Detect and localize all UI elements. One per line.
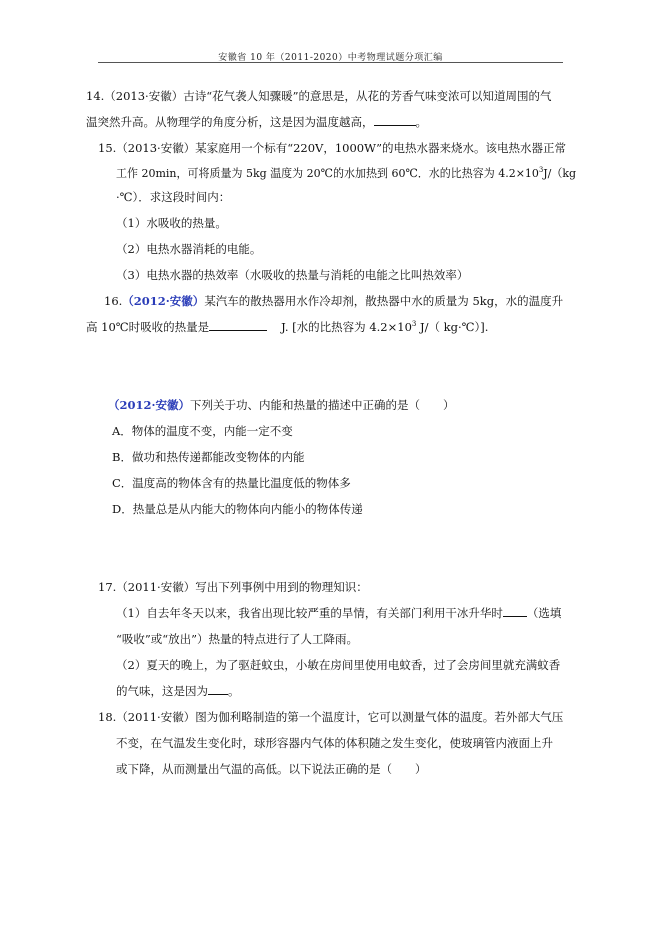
q17-sub-2b-end: 。 xyxy=(228,684,240,698)
q17-line-1: 17.（2011·安徽）写出下列事例中用到的物理知识： xyxy=(98,580,368,594)
q15-line-1: 15.（2013·安徽）某家庭用一个标有“220V，1000W”的电热水器来烧水。该电热水器正常 xyxy=(98,141,567,155)
q18-line-1: 18.（2011·安徽）图为伽利略制造的第一个温度计，它可以测量气体的温度。若外部大气压 xyxy=(98,710,564,724)
q14-line-1: 14.（2013·安徽）古诗“花气袭人知骤暖”的意思是，从花的芳香气味变浓可以知道周围的气 xyxy=(86,89,552,103)
q16-line-2 xyxy=(86,320,488,334)
mc-option-c: C．温度高的物体含有的热量比温度低的物体多 xyxy=(112,476,351,490)
q17-sub-1a-end: （选填 xyxy=(526,606,562,620)
q16-line-1 xyxy=(104,294,563,308)
q14-line-2-end: 。 xyxy=(415,115,427,129)
q16-line-1-text: 某汽车的散热器用水作冷却剂，散热器中水的质量为 5kg，水的温度升 xyxy=(204,294,564,308)
q14-answer-blank[interactable] xyxy=(374,115,416,126)
q17-sub-1a xyxy=(116,606,561,620)
header-divider xyxy=(98,62,563,63)
q15-line-2-text: 工作 20min，可将质量为 5kg 温度为 20℃的水加热到 60℃．水的比热容为 4.2×10 xyxy=(116,166,539,180)
q15-exponent: 3 xyxy=(538,166,544,175)
q17-answer-blank-2[interactable] xyxy=(208,684,228,695)
q15-line-3: ·℃）．求这段时间内： xyxy=(116,190,231,204)
mc-option-b: B．做功和热传递都能改变物体的内能 xyxy=(112,450,305,464)
q16-number: 16. xyxy=(104,294,123,308)
q16-line-2-end: J/（ kg·℃）]. xyxy=(416,320,489,334)
q16-exponent: 3 xyxy=(411,320,417,329)
mc-option-d: D．热量总是从内能大的物体向内能小的物体传递 xyxy=(112,502,363,516)
q15-sub-1: （1）水吸收的热量。 xyxy=(116,216,227,230)
q15-sub-3: （3）电热水器的热效率（水吸收的热量与消耗的电能之比叫热效率） xyxy=(116,268,469,282)
page-header: 安徽省 10 年（2011-2020）中考物理试题分项汇编 xyxy=(218,53,443,63)
q17-sub-1b: “吸收”或“放出”）热量的特点进行了人工降雨。 xyxy=(116,632,359,646)
q17-sub-2b-text: 的气味，这是因为 xyxy=(116,684,208,698)
mc-question-stem xyxy=(108,398,455,412)
q18-line-2: 不变，在气温发生变化时，球形容器内气体的体积随之发生变化，使玻璃管内液面上升 xyxy=(116,736,553,750)
q16-answer-blank[interactable] xyxy=(209,320,267,331)
q16-line-2-text: 高 10℃时吸收的热量是 xyxy=(86,320,210,334)
q17-sub-2a: （2）夏天的晚上，为了驱赶蚊虫，小敏在房间里使用电蚊香，过了会房间里就充满蚊香 xyxy=(116,658,561,672)
mc-source-tag: （2012·安徽） xyxy=(108,398,191,412)
q15-line-2 xyxy=(116,166,576,180)
q17-answer-blank-1[interactable] xyxy=(503,606,527,617)
q18-line-3: 或下降，从而测量出气温的高低。以下说法正确的是（ ） xyxy=(116,762,427,776)
q15-sub-2: （2）电热水器消耗的电能。 xyxy=(116,242,262,256)
q17-sub-2b xyxy=(116,684,240,698)
mc-stem-text: 下列关于功、内能和热量的描述中正确的是（ ） xyxy=(190,398,455,412)
q16-source-tag: （2012·安徽） xyxy=(122,294,205,308)
mc-option-a: A．物体的温度不变，内能一定不变 xyxy=(112,424,293,438)
q14-line-2-text: 温突然升高。从物理学的角度分析，这是因为温度越高， xyxy=(86,115,374,129)
q14-line-2 xyxy=(86,115,427,129)
q15-line-2-end: J/（kg xyxy=(543,166,577,180)
q16-line-2-mid: J. [水的比热容为 4.2×10 xyxy=(281,320,412,334)
q17-sub-1a-text: （1）自去年冬天以来，我省出现比较严重的旱情，有关部门利用干冰升华时 xyxy=(116,606,503,620)
